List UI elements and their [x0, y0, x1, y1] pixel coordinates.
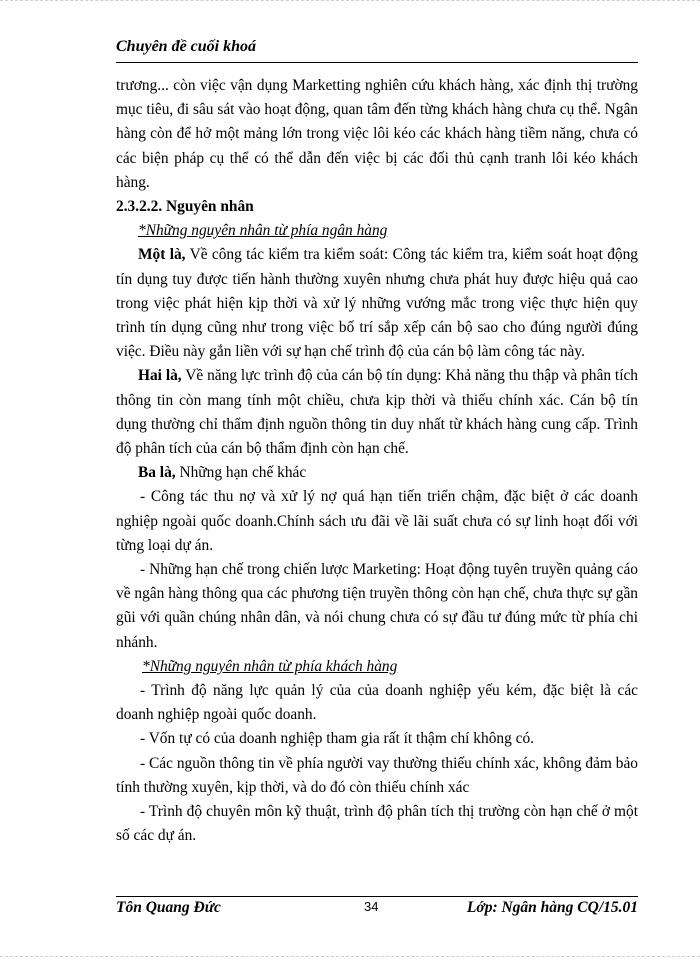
ba-la-text: Những hạn chế khác — [175, 464, 307, 482]
mot-la-lead: Một là, — [138, 246, 186, 264]
ba-la-lead: Ba là, — [138, 464, 176, 482]
list-item: - Vốn tự có của doanh nghiệp tham gia rất ít thậm chí không có. — [140, 730, 535, 748]
page-header — [116, 38, 636, 56]
subheading-bank-causes: *Những nguyên nhân từ phía ngân hàng — [138, 222, 388, 240]
page-top-edge — [0, 0, 700, 4]
subheading-customer-causes: *Những nguyên nhân từ phía khách hàng — [142, 657, 398, 675]
hai-la-lead: Hai là, — [138, 367, 182, 385]
paragraph-hai-la — [116, 364, 638, 461]
list-item: - Trình độ chuyên môn kỹ thuật, trình độ phân tích thị trường còn hạn chế ở một số các dự án. — [116, 803, 638, 845]
hai-la-text: Về năng lực trình độ của cán bộ tín dụng: Khả năng thu thập và phân tích thông tin còn mang tính một chiều, chưa kịp thời và thiếu chính xác. Cán bộ tín dụng thường chỉ thẩm định nguồn thông tin duy nhất từ khách hàng cung cấp. Trình độ phân tích của cán bộ thẩm định còn hạn chế. — [116, 367, 638, 458]
header-title: Chuyên đề cuối khoá — [116, 38, 257, 55]
page-number: 34 — [364, 899, 379, 914]
footer-class-label: Lớp: Ngân hàng CQ/15.01 — [466, 899, 638, 916]
document-body — [116, 74, 638, 849]
header-rule — [116, 62, 638, 63]
mot-la-text: Về công tác kiểm tra kiểm soát: Công tác kiểm tra, kiểm soát hoạt động tín dụng tuy được tiến hành thường xuyên nhưng chưa phát huy được hiệu quả cao trong việc phát hiện kịp thời và xử lý những vướng mắc trong việc thực hiện quy trình tín dụng cũng như trong việc bố trí sắp xếp cán bộ sao cho đúng người đúng việc. Điều này gắn liền với sự hạn chế trình độ của cán bộ làm công tác này. — [116, 246, 639, 361]
page-bottom-edge — [0, 956, 700, 957]
list-item: - Những hạn chế trong chiến lược Marketing: Hoạt động tuyên truyền quảng cáo về ngân hàng thông qua các phương tiện truyền thông còn hạn chế, chưa thực sự gần gũi với quần chúng nhân dân, và nói chung chưa có sự đầu tư đúng mức từ phía chi nhánh. — [116, 561, 638, 651]
paragraph-mot-la — [116, 243, 638, 364]
page-footer — [116, 899, 638, 921]
footer-rule — [116, 896, 638, 897]
list-item: - Các nguồn thông tin về phía người vay thường thiếu chính xác, không đảm bảo tính thường xuyên, kịp thời, và do đó còn thiếu chính xác — [116, 754, 638, 796]
footer-author: Tôn Quang Đức — [116, 899, 221, 916]
list-item: - Công tác thu nợ và xử lý nợ quá hạn tiến triển chậm, đặc biệt ở các doanh nghiệp ngoài quốc doanh.Chính sách ưu đãi về lãi suất chưa có sự linh hoạt đối với từng loại dự án. — [116, 488, 638, 554]
list-item: - Trình độ năng lực quản lý của của doanh nghiệp yếu kém, đặc biệt là các doanh nghiệp ngoài quốc doanh. — [116, 682, 638, 724]
section-heading: 2.3.2.2. Nguyên nhân — [116, 198, 254, 216]
paragraph-intro: trương... còn việc vận dụng Marketting nghiên cứu khách hàng, xác định thị trường mục tiêu, đi sâu sát vào hoạt động, quan tâm đến từng khách hàng chưa cụ thể. Ngân hàng còn để hở một mảng lớn trong việc lôi kéo các khách hàng tiềm năng, chưa có các biện pháp cụ thể có thể dẫn đến việc bị các đối thủ cạnh tranh lôi kéo khách hàng. — [116, 77, 638, 191]
paragraph-ba-la — [116, 461, 638, 485]
